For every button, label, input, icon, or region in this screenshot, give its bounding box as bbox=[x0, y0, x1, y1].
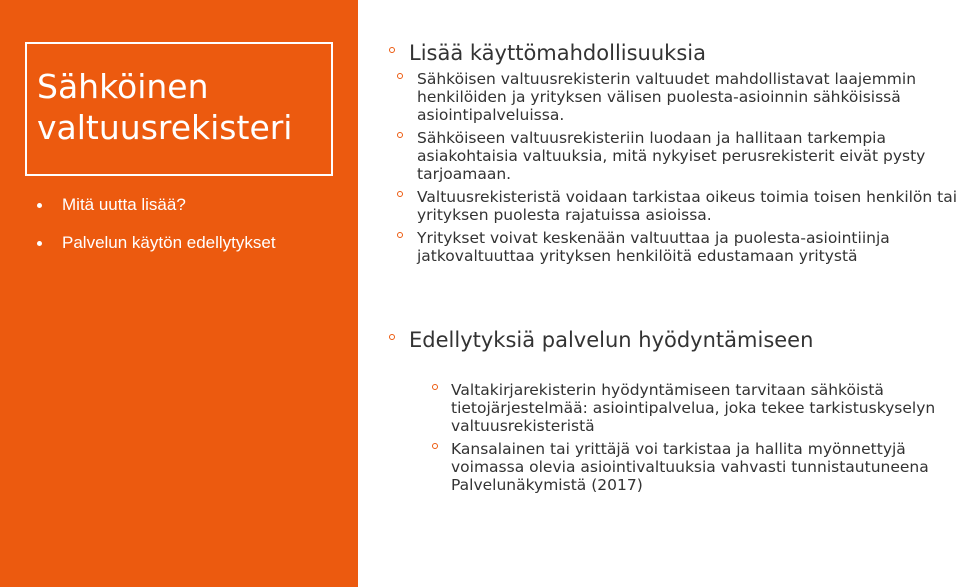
title-line-1: Sähköinen bbox=[37, 67, 209, 106]
section-requirements bbox=[389, 327, 959, 499]
list-item-text: Sähköiseen valtuusrekisteriin luodaan ja hallitaan tarkempia asiakohtaisia valtuuksia, mitä nykyiset perusrekisterit eivät pysty tarjoamaan. bbox=[417, 129, 926, 183]
ring-bullet-icon bbox=[397, 73, 403, 79]
dot-bullet-icon bbox=[37, 203, 42, 208]
list-item bbox=[389, 70, 959, 124]
list-item bbox=[389, 188, 959, 224]
ring-bullet-icon bbox=[389, 47, 395, 53]
ring-bullet-icon bbox=[397, 191, 403, 197]
list-item bbox=[389, 440, 959, 494]
section-heading-text: Edellytyksiä palvelun hyödyntämiseen bbox=[409, 328, 814, 352]
section-heading-text: Lisää käyttömahdollisuuksia bbox=[409, 41, 706, 65]
sidebar-item-new-features bbox=[34, 194, 276, 216]
list-item bbox=[389, 129, 959, 183]
section-heading bbox=[389, 327, 959, 353]
sidebar-item-requirements bbox=[34, 232, 276, 254]
slide-title bbox=[37, 66, 292, 148]
section-use-cases bbox=[389, 40, 959, 270]
sidebar-panel bbox=[0, 0, 358, 587]
ring-bullet-icon bbox=[432, 384, 438, 390]
section-heading bbox=[389, 40, 959, 66]
list-item bbox=[389, 229, 959, 265]
sidebar-list bbox=[34, 194, 276, 270]
ring-bullet-icon bbox=[397, 232, 403, 238]
dot-bullet-icon bbox=[37, 241, 42, 246]
list-item-text: Valtuusrekisteristä voidaan tarkistaa oikeus toimia toisen henkilön tai yrityksen puolesta rajatuissa asioissa. bbox=[417, 188, 958, 224]
sidebar-item-label: Mitä uutta lisää? bbox=[62, 195, 186, 214]
title-box bbox=[25, 42, 333, 176]
list-item-text: Valtakirjarekisterin hyödyntämiseen tarvitaan sähköistä tietojärjestelmää: asiointipalvelua, joka tekee tarkistuskyselyn valtuusrekisteristä bbox=[451, 381, 936, 435]
ring-bullet-icon bbox=[397, 132, 403, 138]
title-line-2: valtuusrekisteri bbox=[37, 108, 293, 147]
list-item bbox=[389, 381, 959, 435]
sidebar-item-label: Palvelun käytön edellytykset bbox=[62, 233, 276, 252]
list-item-text: Sähköisen valtuusrekisterin valtuudet mahdollistavat laajemmin henkilöiden ja yrityksen välisen puolesta-asioinnin sähköisissä asiointipalveluissa. bbox=[417, 70, 917, 124]
list-item-text: Yritykset voivat keskenään valtuuttaa ja puolesta-asiointiinja jatkovaltuuttaa yrityksen henkilöitä edustamaan yritystä bbox=[417, 229, 890, 265]
bullet-list bbox=[389, 70, 959, 265]
ring-bullet-icon bbox=[432, 443, 438, 449]
bullet-list bbox=[389, 381, 959, 494]
list-item-text: Kansalainen tai yrittäjä voi tarkistaa ja hallita myönnettyjä voimassa olevia asiointivaltuuksia vahvasti tunnistautuneena Palvelunäkymistä (2017) bbox=[451, 440, 929, 494]
ring-bullet-icon bbox=[389, 334, 395, 340]
